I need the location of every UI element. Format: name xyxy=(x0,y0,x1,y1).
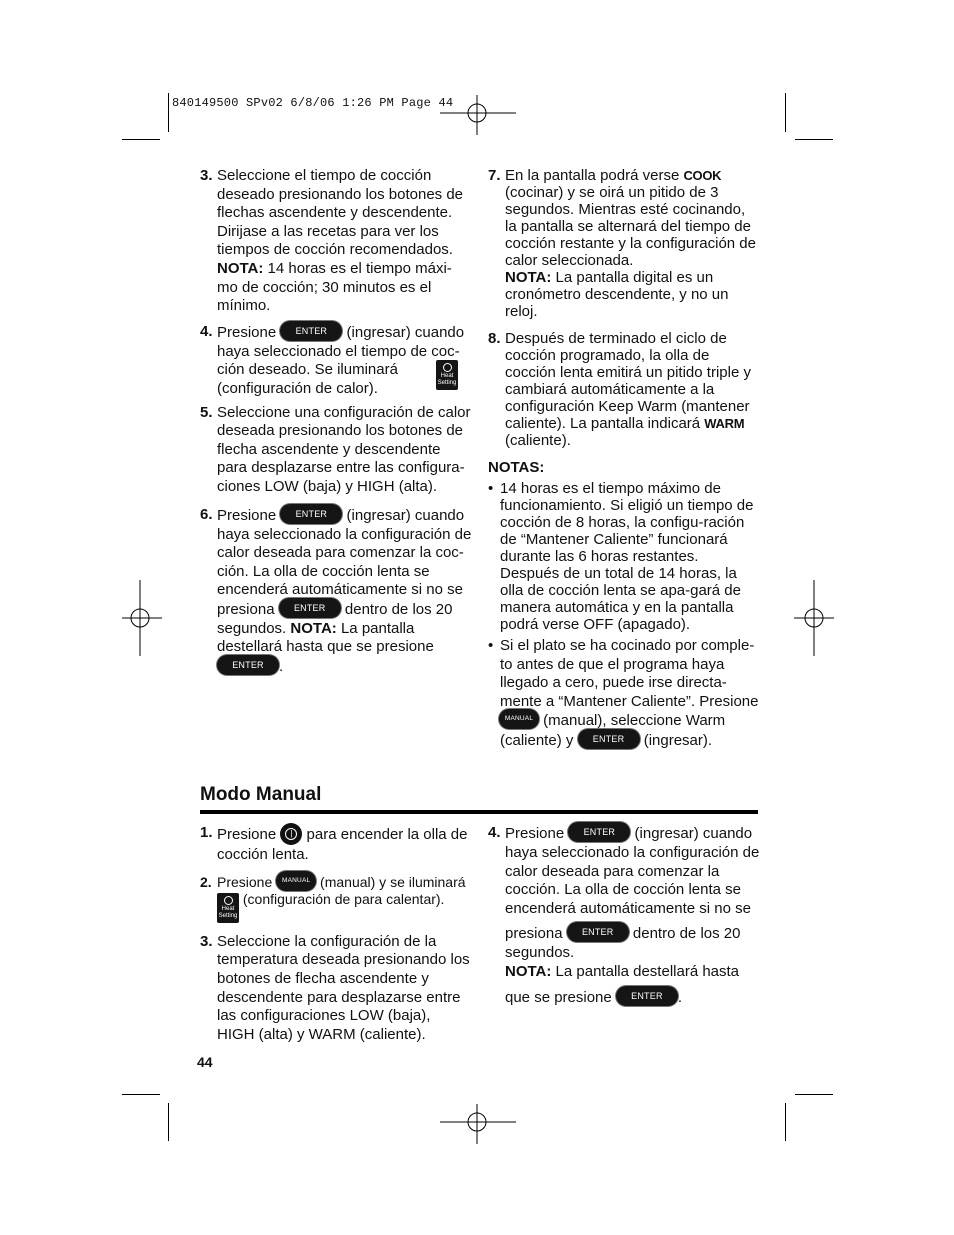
manual-button-icon: MANUAL xyxy=(276,871,316,891)
left-column xyxy=(200,167,472,677)
bullet-text: (caliente) y xyxy=(500,731,574,749)
step-text: (configuración de para calentar). xyxy=(242,890,445,907)
note-text: 14 horas es el tiempo máxi-mo de cocción; 30 minutos es el mínimo. xyxy=(217,259,452,315)
enter-button-icon: ENTER xyxy=(568,822,630,842)
enter-button-icon: ENTER xyxy=(616,986,678,1006)
note-label: NOTA: xyxy=(505,269,552,286)
crop-mark xyxy=(795,1094,833,1095)
registration-mark-icon xyxy=(794,580,834,656)
step-text: Seleccione una configuración de calor deseada presionando los botones de flecha ascendente y descendente para desplazarse entre las configura-ciones LOW (baja) y HIGH (alta). xyxy=(217,403,471,495)
bullet-text: Si el plato se ha cocinado por comple-to antes de que el programa haya llegado a cero, puede irse directa-mente a “Mantener Caliente”. Presione xyxy=(500,637,759,710)
step-number: 6. xyxy=(200,505,213,523)
step-number: 1. xyxy=(200,824,213,841)
step-text: Seleccione la configuración de la temperatura deseada presionando los botones de flecha ascendente y descendente para desplazarse entre las configuraciones LOW (baja), HIGH (alta) y WARM (caliente). xyxy=(217,932,470,1043)
manual-right-column xyxy=(488,824,760,1008)
enter-button-icon: ENTER xyxy=(279,598,341,618)
note-text: La pantalla destellará hasta que se presione xyxy=(217,619,434,656)
step-text: (ingresar) cuando haya seleccionado el tiempo de coc-ción deseado. Se iluminará xyxy=(217,323,465,379)
crop-mark xyxy=(795,139,833,140)
note-bullet: • Si el plato se ha cocinado por comple-to antes de que el programa haya llegado a cero, puede irse directa-mente a “Mantener Caliente”. Presione MANUAL (manual), seleccione Warm (caliente) y ENTER (ingresar). xyxy=(488,637,759,749)
step-number: 3. xyxy=(200,167,213,184)
enter-button-icon: ENTER xyxy=(567,922,629,942)
manual-step-3 xyxy=(200,933,472,1045)
registration-mark-icon xyxy=(122,580,162,656)
step-text: (configuración de calor). xyxy=(217,379,378,397)
enter-button-icon: ENTER xyxy=(280,504,342,524)
step-number: 5. xyxy=(200,403,213,421)
power-button-icon: | xyxy=(280,823,302,845)
step-6 xyxy=(200,506,472,678)
note-end: . xyxy=(279,658,284,676)
enter-button-icon: ENTER xyxy=(217,655,279,675)
registration-mark-icon xyxy=(440,1104,516,1144)
enter-button-icon: ENTER xyxy=(280,321,342,341)
section-rule xyxy=(200,810,758,814)
crop-mark xyxy=(168,93,169,132)
step-8 xyxy=(488,330,760,449)
cook-display-text: COOK xyxy=(683,168,722,183)
heat-setting-icon: Heat Setting xyxy=(436,360,458,390)
print-slug: 840149500 SPv02 6/8/06 1:26 PM Page 44 xyxy=(172,96,454,110)
step-number: 4. xyxy=(488,824,501,841)
step-text: (caliente). xyxy=(505,432,571,449)
step-text: dentro de los 20 segundos. xyxy=(505,925,741,962)
step-text: Presione xyxy=(217,825,277,843)
step-text: Presione xyxy=(217,873,273,890)
step-7 xyxy=(488,167,760,320)
warm-display-text: WARM xyxy=(704,416,745,431)
note-label: NOTA: xyxy=(217,259,264,277)
heat-setting-icon: Heat Setting xyxy=(217,893,239,923)
enter-button-icon: ENTER xyxy=(578,729,640,749)
manual-button-icon: MANUAL xyxy=(499,709,539,729)
step-text: para encender la olla de cocción lenta. xyxy=(217,825,468,863)
step-text: (ingresar) cuando haya seleccionado la configuración de calor deseada para comenzar la coc-ción. La olla de cocción lenta se encenderá automáticamente si no se presiona xyxy=(217,506,472,618)
note-label: NOTA: xyxy=(290,619,337,637)
step-3 xyxy=(200,167,472,316)
step-5 xyxy=(200,404,472,497)
note-text: La pantalla digital es un cronómetro descendente, y no un reloj. xyxy=(505,269,729,320)
crop-mark xyxy=(122,1094,160,1095)
step-text: (ingresar) cuando haya seleccionado la configuración de calor deseada para comenzar la cocción. La olla de cocción lenta se encenderá automáticamente si no se xyxy=(505,824,760,917)
step-text: Presione xyxy=(505,824,565,842)
crop-mark xyxy=(122,139,160,140)
note-text: que se presione xyxy=(505,988,612,1006)
step-number: 8. xyxy=(488,330,501,347)
notes-title: NOTAS: xyxy=(488,459,545,476)
note-end: . xyxy=(677,988,683,1006)
right-column xyxy=(488,167,760,751)
step-number: 2. xyxy=(200,873,212,890)
step-text: En la pantalla podrá verse xyxy=(505,167,684,184)
note-text: La pantalla destellará hasta xyxy=(551,962,740,980)
note-label: NOTA: xyxy=(505,962,552,980)
bullet-text: (ingresar). xyxy=(643,731,713,749)
page-number: 44 xyxy=(197,1054,213,1070)
step-text: dentro de los 20 segundos. xyxy=(217,600,453,637)
bullet-text: (manual), seleccione Warm xyxy=(543,711,726,729)
crop-mark xyxy=(168,1103,169,1141)
step-text: Presione xyxy=(217,323,277,341)
section-heading: Modo Manual xyxy=(200,784,322,805)
crop-mark xyxy=(785,1103,786,1141)
note-bullet: • 14 horas es el tiempo máximo de funcionamiento. Si eligió un tiempo de cocción de 8 horas, la configu-ración de “Mantener Caliente” funcionará durante las 6 horas restantes. Después de un total de 14 horas, la olla de cocción lenta se apa-gará de manera automática y en la pantalla podrá verse OFF (apagado). xyxy=(488,480,754,633)
manual-step-1 xyxy=(200,824,472,865)
crop-mark xyxy=(785,93,786,132)
step-text: presiona xyxy=(505,925,563,943)
step-number: 7. xyxy=(488,167,501,184)
step-text: Después de terminado el ciclo de cocción programado, la olla de cocción lenta emitirá un pitido triple y cambiará automáticamente a la configuración Keep Warm (mantener caliente). La pantalla indicará xyxy=(505,330,751,432)
step-text: (cocinar) y se oirá un pitido de 3 segundos. Mientras esté cocinando, la pantalla se alternará del tiempo de cocción restante y la configuración de calor seleccionada. xyxy=(505,184,756,269)
bullet-text: 14 horas es el tiempo máximo de funcionamiento. Si eligió un tiempo de cocción de 8 horas, la configu-ración de “Mantener Caliente” funcionará durante las 6 horas restantes. Después de un total de 14 horas, la olla de cocción lenta se apa-gará de manera automática y en la pantalla podrá verse OFF (apagado). xyxy=(500,480,754,633)
step-number: 3. xyxy=(200,932,213,950)
step-4 xyxy=(200,323,472,399)
step-text: (manual) y se iluminará xyxy=(320,873,466,890)
step-text: Seleccione el tiempo de cocción deseado presionando los botones de flechas ascendente y descendente. Dirijase a las recetas para ver los tiempos de cocción recomendados. xyxy=(217,167,464,259)
manual-left-column xyxy=(200,824,472,1044)
manual-step-4 xyxy=(488,824,760,1008)
manual-step-2 xyxy=(200,873,472,923)
step-number: 4. xyxy=(200,322,213,340)
step-text: Presione xyxy=(217,506,277,524)
